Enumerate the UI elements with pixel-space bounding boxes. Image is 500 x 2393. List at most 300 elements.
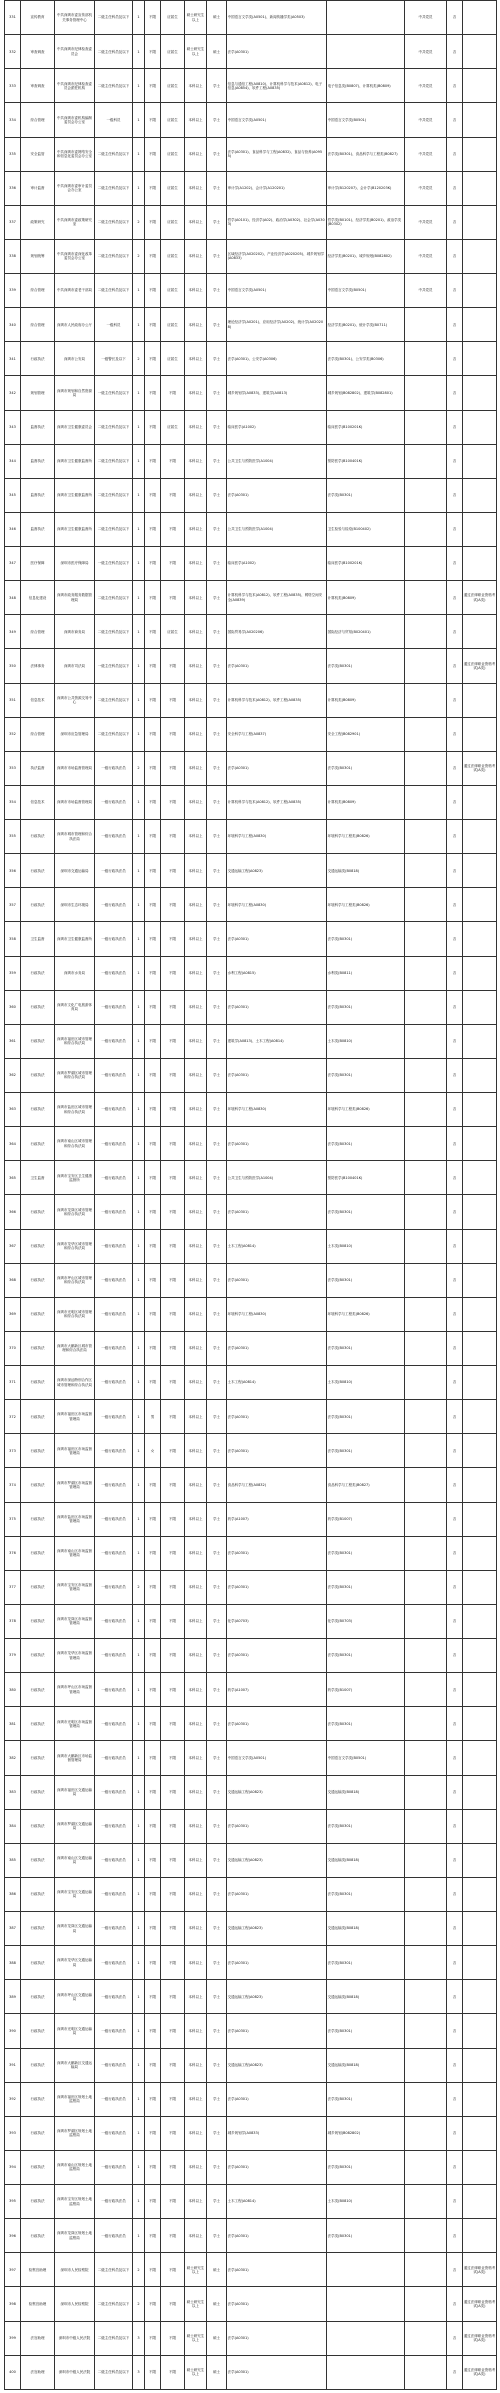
cell-no: 388	[5, 1946, 21, 1980]
cell-no: 376	[5, 1536, 21, 1570]
cell-sex: 不限	[145, 1707, 161, 1741]
cell-job: 行政执法	[21, 1297, 55, 1331]
cell-type: 不限	[161, 1707, 185, 1741]
cell-degree: 学士	[207, 342, 227, 376]
cell-note	[463, 2048, 497, 2082]
cell-no: 339	[5, 274, 21, 308]
cell-job: 行政执法	[21, 1980, 55, 2014]
cell-other	[405, 785, 447, 819]
cell-remark: 否	[447, 1229, 463, 1263]
cell-degree: 学士	[207, 274, 227, 308]
cell-remark: 否	[447, 410, 463, 444]
cell-level: 二级主任科员及以下	[95, 581, 133, 615]
cell-count: 1	[133, 956, 145, 990]
cell-level: 一级行政执法员	[95, 1400, 133, 1434]
cell-major: 公共卫生与预防医学(A1004)	[227, 1161, 327, 1195]
cell-dept: 深圳市司法局	[55, 649, 95, 683]
cell-major: 交通运输工程(A0823)	[227, 1843, 327, 1877]
cell-dept: 深圳市宝安区卫生健康监督所	[55, 1161, 95, 1195]
table-row	[5, 1093, 497, 1127]
cell-count: 1	[133, 1536, 145, 1570]
table-row	[5, 1775, 497, 1809]
cell-count: 1	[133, 2219, 145, 2253]
cell-other	[405, 854, 447, 888]
cell-sex: 不限	[145, 2116, 161, 2150]
table-row	[5, 1, 497, 35]
cell-degree: 学士	[207, 376, 227, 410]
cell-bachelor: 交通运输类(B0818)	[327, 2048, 405, 2082]
cell-dept: 深圳市南山区交通运输局	[55, 1843, 95, 1877]
cell-edu: 本科以上	[185, 171, 207, 205]
cell-edu: 本科以上	[185, 785, 207, 819]
cell-remark: 否	[447, 2082, 463, 2116]
cell-sex: 不限	[145, 308, 161, 342]
cell-sex: 不限	[145, 274, 161, 308]
cell-type: 不限	[161, 1912, 185, 1946]
table-row	[5, 1741, 497, 1775]
cell-note	[463, 1161, 497, 1195]
cell-note	[463, 1912, 497, 1946]
cell-degree: 学士	[207, 410, 227, 444]
cell-level: 二级主任科员及以下	[95, 615, 133, 649]
cell-note	[463, 342, 497, 376]
cell-dept: 深圳市盐田区市场监督管理局	[55, 1502, 95, 1536]
cell-edu: 本科以上	[185, 2048, 207, 2082]
cell-remark: 否	[447, 683, 463, 717]
table-row	[5, 820, 497, 854]
cell-level: 一级行政执法员	[95, 1741, 133, 1775]
cell-sex: 不限	[145, 1366, 161, 1400]
cell-level: 一级行政执法员	[95, 1263, 133, 1297]
table-row	[5, 1468, 497, 1502]
cell-other	[405, 1468, 447, 1502]
cell-dept: 深圳市卫生健康监督所	[55, 444, 95, 478]
cell-major: 法学(A0301)	[227, 1877, 327, 1911]
cell-no: 364	[5, 1127, 21, 1161]
cell-no: 345	[5, 478, 21, 512]
cell-major: 法学(A0301)	[227, 2253, 327, 2287]
cell-edu: 本科以上	[185, 2185, 207, 2219]
cell-level: 二级主任科员及以下	[95, 512, 133, 546]
cell-count: 1	[133, 785, 145, 819]
cell-level: 一级主任科员及以下	[95, 547, 133, 581]
cell-remark: 否	[447, 1297, 463, 1331]
cell-edu: 本科以上	[185, 137, 207, 171]
cell-major: 交通运输工程(A0823)	[227, 1980, 327, 2014]
cell-degree: 学士	[207, 581, 227, 615]
cell-type: 应届生	[161, 171, 185, 205]
cell-no: 396	[5, 2219, 21, 2253]
cell-note	[463, 854, 497, 888]
cell-major: 计算机科学与技术(A0812)、软件工程(A0835)	[227, 683, 327, 717]
cell-remark: 否	[447, 1912, 463, 1946]
cell-level: 一级行政执法员	[95, 1331, 133, 1365]
table-row	[5, 547, 497, 581]
cell-degree: 学士	[207, 239, 227, 273]
cell-remark: 否	[447, 1468, 463, 1502]
cell-dept: 深圳市市场监督管理局	[55, 785, 95, 819]
cell-bachelor: 法学类(B0301)	[327, 1263, 405, 1297]
cell-dept: 深圳市政务服务数据管理局	[55, 581, 95, 615]
cell-no: 397	[5, 2253, 21, 2287]
cell-note	[463, 1229, 497, 1263]
cell-other	[405, 2219, 447, 2253]
cell-edu: 本科以上	[185, 103, 207, 137]
cell-major: 药学(A1007)	[227, 1502, 327, 1536]
cell-type: 不限	[161, 478, 185, 512]
cell-other	[405, 410, 447, 444]
cell-dept: 深圳市罗湖区城市管理和综合执法局	[55, 1058, 95, 1092]
cell-note	[463, 1980, 497, 2014]
cell-other	[405, 1809, 447, 1843]
cell-bachelor: 化学类(B0703)	[327, 1604, 405, 1638]
cell-note	[463, 1604, 497, 1638]
cell-edu: 硕士研究生以上	[185, 2253, 207, 2287]
cell-remark: 否	[447, 1639, 463, 1673]
cell-remark: 否	[447, 1843, 463, 1877]
cell-dept: 中共深圳市委深化改革委员会办公室	[55, 239, 95, 273]
cell-no: 341	[5, 342, 21, 376]
cell-job: 卫生监督	[21, 922, 55, 956]
cell-bachelor: 环境科学与工程类(B0826)	[327, 820, 405, 854]
table-row	[5, 1946, 497, 1980]
table-row	[5, 35, 497, 69]
cell-level: 一级行政执法员	[95, 820, 133, 854]
cell-level: 一级行政执法员	[95, 1639, 133, 1673]
cell-level: 二级主任科员及以下	[95, 410, 133, 444]
cell-major: 中国语言文学类(A0501)	[227, 1741, 327, 1775]
cell-bachelor: 法学类(B0301)	[327, 2014, 405, 2048]
cell-remark: 否	[447, 581, 463, 615]
cell-level: 一级行政执法员	[95, 1912, 133, 1946]
cell-sex: 不限	[145, 2082, 161, 2116]
cell-major: 临床医学(A1002)	[227, 410, 327, 444]
cell-level: 一级行政执法员	[95, 888, 133, 922]
cell-type: 不限	[161, 1366, 185, 1400]
cell-major: 城乡规划学(A0833)、建筑学(A0813)	[227, 376, 327, 410]
cell-note	[463, 171, 497, 205]
cell-remark: 否	[447, 717, 463, 751]
cell-sex: 不限	[145, 444, 161, 478]
cell-other	[405, 547, 447, 581]
cell-dept: 深圳市人民政府办公厅	[55, 308, 95, 342]
cell-major: 法学(A0301)	[227, 1400, 327, 1434]
cell-job: 行政执法	[21, 1946, 55, 1980]
cell-note	[463, 512, 497, 546]
cell-no: 351	[5, 683, 21, 717]
cell-job: 行政执法	[21, 1775, 55, 1809]
cell-level: 一级行政执法员	[95, 1093, 133, 1127]
cell-level: 一级行政执法员	[95, 1843, 133, 1877]
cell-other: 中共党员	[405, 103, 447, 137]
cell-sex: 不限	[145, 1809, 161, 1843]
cell-job: 行政执法	[21, 1912, 55, 1946]
cell-other	[405, 308, 447, 342]
cell-count: 1	[133, 1707, 145, 1741]
cell-no: 391	[5, 2048, 21, 2082]
cell-edu: 本科以上	[185, 1024, 207, 1058]
cell-bachelor: 中国语言文学类(B0501)	[327, 274, 405, 308]
cell-type: 不限	[161, 1604, 185, 1638]
cell-remark: 否	[447, 1536, 463, 1570]
cell-count: 1	[133, 35, 145, 69]
cell-type: 应届生	[161, 274, 185, 308]
cell-count: 1	[133, 1161, 145, 1195]
cell-no: 394	[5, 2150, 21, 2184]
cell-no: 378	[5, 1604, 21, 1638]
cell-job: 行政执法	[21, 854, 55, 888]
cell-degree: 学士	[207, 2150, 227, 2184]
table-row	[5, 2048, 497, 2082]
cell-job: 信息技术	[21, 785, 55, 819]
cell-type: 不限	[161, 547, 185, 581]
cell-note: 通过法律职业资格考试(A类)	[463, 751, 497, 785]
table-row	[5, 2116, 497, 2150]
cell-bachelor: 计算机类(B0809)	[327, 785, 405, 819]
cell-dept: 深圳市中级人民法院	[55, 2355, 95, 2389]
cell-edu: 本科以上	[185, 239, 207, 273]
cell-edu: 本科以上	[185, 1980, 207, 2014]
cell-remark: 否	[447, 1775, 463, 1809]
table-row	[5, 137, 497, 171]
cell-job: 行政执法	[21, 1741, 55, 1775]
cell-type: 不限	[161, 1980, 185, 2014]
cell-note: 通过法律职业资格考试(A类)	[463, 2321, 497, 2355]
cell-job: 执法监督	[21, 751, 55, 785]
cell-sex: 不限	[145, 547, 161, 581]
cell-job: 监督执法	[21, 410, 55, 444]
cell-level: 一级行政执法员	[95, 785, 133, 819]
cell-note	[463, 2150, 497, 2184]
cell-bachelor: 法学类(B0301)	[327, 1877, 405, 1911]
cell-edu: 本科以上	[185, 2014, 207, 2048]
cell-count: 1	[133, 1024, 145, 1058]
cell-level: 一级行政执法员	[95, 1809, 133, 1843]
cell-level: 一级主任科员及以下	[95, 649, 133, 683]
cell-level: 二级主任科员及以下	[95, 717, 133, 751]
cell-bachelor: 法学类(B0301)、食品科学与工程类(B0827)	[327, 137, 405, 171]
cell-degree: 学士	[207, 1502, 227, 1536]
cell-sex: 不限	[145, 512, 161, 546]
cell-level: 一级行政执法员	[95, 1058, 133, 1092]
cell-degree: 学士	[207, 717, 227, 751]
cell-dept: 深圳市宝安区规划土地监察局	[55, 2185, 95, 2219]
cell-sex: 不限	[145, 683, 161, 717]
cell-no: 355	[5, 820, 21, 854]
cell-other	[405, 990, 447, 1024]
cell-major: 法学(A0301)	[227, 2355, 327, 2389]
cell-remark: 否	[447, 2287, 463, 2321]
cell-dept: 深圳市宝安区市场监督管理局	[55, 1570, 95, 1604]
cell-type: 不限	[161, 1229, 185, 1263]
cell-dept: 深圳市规划和自然资源局	[55, 376, 95, 410]
cell-type: 不限	[161, 1843, 185, 1877]
cell-degree: 学士	[207, 171, 227, 205]
cell-major: 药学(A1007)	[227, 1673, 327, 1707]
cell-sex: 不限	[145, 888, 161, 922]
cell-dept: 深圳市城市管理和综合执法局	[55, 820, 95, 854]
cell-count: 1	[133, 1434, 145, 1468]
cell-type: 不限	[161, 1058, 185, 1092]
cell-type: 不限	[161, 2082, 185, 2116]
cell-note	[463, 1946, 497, 1980]
cell-level: 一级行政执法员	[95, 956, 133, 990]
cell-note	[463, 1707, 497, 1741]
cell-bachelor: 法学类(B0301)	[327, 1570, 405, 1604]
cell-other	[405, 1263, 447, 1297]
cell-other	[405, 2253, 447, 2287]
cell-dept: 深圳市坪山区城市管理和综合执法局	[55, 1263, 95, 1297]
cell-level: 二级主任科员及以下	[95, 2355, 133, 2389]
cell-remark: 否	[447, 376, 463, 410]
cell-degree: 学士	[207, 1366, 227, 1400]
cell-level: 一级行政执法员	[95, 1570, 133, 1604]
cell-job: 行政执法	[21, 1024, 55, 1058]
cell-dept: 深圳市福田区市场监督管理局	[55, 1434, 95, 1468]
cell-type: 不限	[161, 1809, 185, 1843]
cell-remark: 否	[447, 854, 463, 888]
cell-major: 土木工程(A0814)	[227, 2185, 327, 2219]
cell-dept: 深圳市卫生健康监督所	[55, 922, 95, 956]
cell-degree: 硕士	[207, 2355, 227, 2389]
cell-major: 公共卫生与预防医学(A1004)	[227, 512, 327, 546]
cell-type: 不限	[161, 1536, 185, 1570]
cell-major: 法学(A0301)	[227, 1707, 327, 1741]
cell-edu: 本科以上	[185, 1912, 207, 1946]
cell-degree: 学士	[207, 1809, 227, 1843]
cell-degree: 学士	[207, 1946, 227, 1980]
cell-level: 一级行政执法员	[95, 1366, 133, 1400]
cell-sex: 不限	[145, 1604, 161, 1638]
cell-dept: 深圳市大鹏新区交通运输局	[55, 2048, 95, 2082]
cell-edu: 本科以上	[185, 274, 207, 308]
cell-type: 不限	[161, 1297, 185, 1331]
cell-job: 行政执法	[21, 1639, 55, 1673]
cell-sex: 不限	[145, 1468, 161, 1502]
cell-dept: 深圳市盐田区城市管理和综合执法局	[55, 1093, 95, 1127]
table-row	[5, 239, 497, 273]
cell-remark: 否	[447, 1263, 463, 1297]
cell-other: 中共党员	[405, 35, 447, 69]
cell-degree: 学士	[207, 1127, 227, 1161]
cell-edu: 本科以上	[185, 1741, 207, 1775]
cell-other	[405, 1639, 447, 1673]
cell-no: 358	[5, 922, 21, 956]
cell-job: 信息技术	[21, 683, 55, 717]
cell-remark: 否	[447, 2219, 463, 2253]
cell-level: 一级行政执法员	[95, 1468, 133, 1502]
cell-bachelor: 法学类(B0301)	[327, 1434, 405, 1468]
cell-dept: 深圳市宝安区交通运输局	[55, 1877, 95, 1911]
cell-degree: 学士	[207, 820, 227, 854]
table-row	[5, 1400, 497, 1434]
cell-no: 380	[5, 1673, 21, 1707]
table-row	[5, 751, 497, 785]
cell-type: 应届生	[161, 35, 185, 69]
cell-other	[405, 2048, 447, 2082]
cell-major: 交通运输工程(A0823)	[227, 1775, 327, 1809]
cell-remark: 否	[447, 956, 463, 990]
cell-type: 不限	[161, 854, 185, 888]
cell-edu: 本科以上	[185, 205, 207, 239]
cell-degree: 学士	[207, 1707, 227, 1741]
cell-bachelor: 法学类(B0301)	[327, 990, 405, 1024]
cell-level: 二级主任科员及以下	[95, 171, 133, 205]
cell-bachelor: 土木类(B0810)	[327, 2185, 405, 2219]
cell-dept: 深圳市福田区交通运输局	[55, 1775, 95, 1809]
cell-job: 信息化建设	[21, 581, 55, 615]
cell-job: 行政执法	[21, 1536, 55, 1570]
cell-other	[405, 444, 447, 478]
cell-job: 行政执法	[21, 2048, 55, 2082]
cell-sex: 不限	[145, 922, 161, 956]
cell-no: 377	[5, 1570, 21, 1604]
cell-sex: 不限	[145, 35, 161, 69]
cell-bachelor: 环境科学与工程类(B0826)	[327, 1093, 405, 1127]
cell-job: 行政执法	[21, 990, 55, 1024]
cell-degree: 学士	[207, 478, 227, 512]
cell-bachelor: 预防医学(B100401K)	[327, 1161, 405, 1195]
cell-dept: 深圳市龙华区市场监督管理局	[55, 1639, 95, 1673]
cell-count: 1	[133, 615, 145, 649]
cell-sex: 不限	[145, 171, 161, 205]
table-row	[5, 1161, 497, 1195]
cell-edu: 本科以上	[185, 2082, 207, 2116]
cell-no: 367	[5, 1229, 21, 1263]
cell-job: 规划统筹	[21, 239, 55, 273]
cell-remark: 否	[447, 1707, 463, 1741]
cell-major: 法学(A0301)、食品科学与工程(A0832)、食品与营养(A0955)	[227, 137, 327, 171]
cell-edu: 本科以上	[185, 308, 207, 342]
table-row	[5, 2185, 497, 2219]
cell-no: 359	[5, 956, 21, 990]
table-row	[5, 1980, 497, 2014]
cell-remark: 否	[447, 2355, 463, 2389]
cell-dept: 深圳市龙岗区城市管理和综合执法局	[55, 1195, 95, 1229]
cell-level: 一级行政执法员	[95, 1434, 133, 1468]
cell-major: 计算机科学与技术(A0812)、软件工程(A0835)、网络空间安全(A0839)	[227, 581, 327, 615]
cell-sex: 女	[145, 1434, 161, 1468]
cell-dept: 深圳市南山区规划土地监察局	[55, 2150, 95, 2184]
cell-edu: 本科以上	[185, 1639, 207, 1673]
cell-dept: 深圳市坪山区市场监督管理局	[55, 1673, 95, 1707]
cell-type: 不限	[161, 512, 185, 546]
cell-degree: 学士	[207, 2219, 227, 2253]
cell-note	[463, 1741, 497, 1775]
table-row	[5, 888, 497, 922]
cell-level: 一级行政执法员	[95, 2185, 133, 2219]
cell-other	[405, 2150, 447, 2184]
cell-job: 行政执法	[21, 2219, 55, 2253]
cell-edu: 本科以上	[185, 1093, 207, 1127]
cell-sex: 不限	[145, 751, 161, 785]
cell-bachelor: 法学类(B0301)	[327, 1809, 405, 1843]
cell-count: 1	[133, 1980, 145, 2014]
cell-remark: 否	[447, 1, 463, 35]
cell-type: 不限	[161, 1570, 185, 1604]
cell-edu: 本科以上	[185, 2116, 207, 2150]
cell-degree: 学士	[207, 1195, 227, 1229]
cell-other: 中共党员	[405, 171, 447, 205]
cell-bachelor: 法学类(B0301)	[327, 1400, 405, 1434]
cell-sex: 不限	[145, 376, 161, 410]
cell-major: 中国语言文学类(A0501)	[227, 274, 327, 308]
table-row	[5, 205, 497, 239]
cell-dept: 深圳市龙岗区市场监督管理局	[55, 1604, 95, 1638]
cell-level: 二级主任科员及以下	[95, 444, 133, 478]
cell-major: 交通运输工程(A0823)	[227, 2048, 327, 2082]
cell-no: 383	[5, 1775, 21, 1809]
